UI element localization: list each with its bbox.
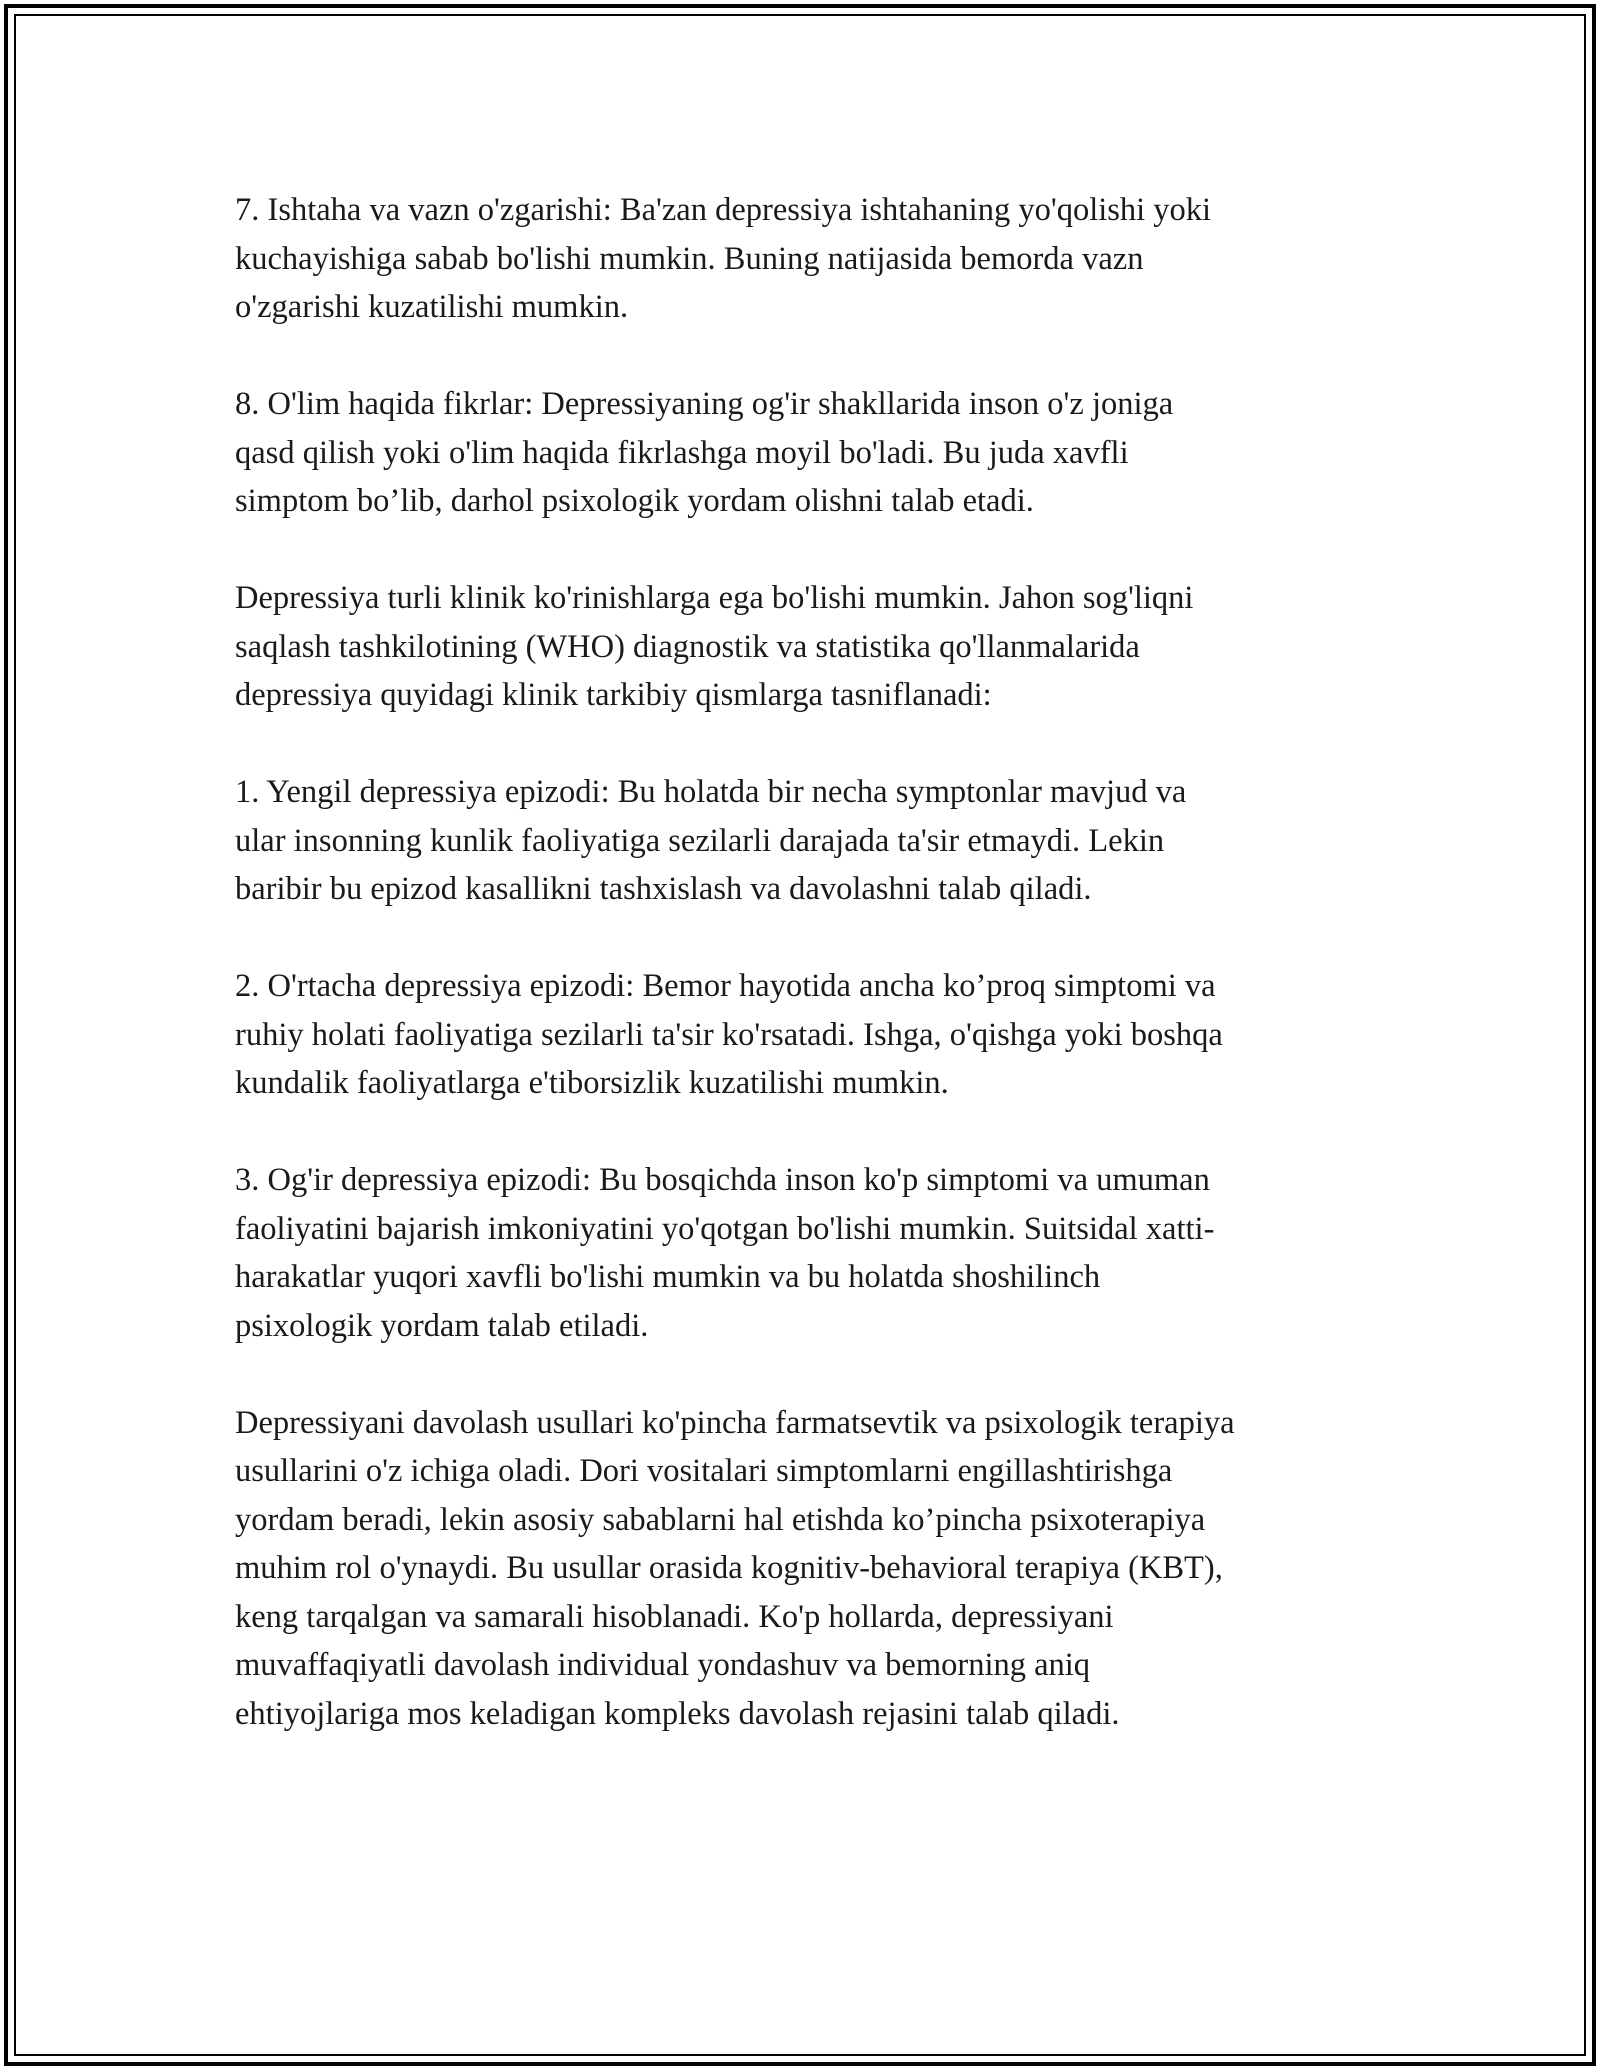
paragraph-treatment: Depressiyani davolash usullari ko'pincha farmatsevtik va psixologik terapiya usullarini o'z ichiga oladi. Dori vositalari simptomlarni engillashtirishga yordam beradi, lekin asosiy sabablarni hal etishda ko’pincha psixoterapiya muhim rol o'ynaydi. Bu usullar orasida kognitiv-behavioral terapiya (KBT), keng tarqalgan va samarali hisoblanadi. Ko'p hollarda, depressiyani muvaffaqiyatli davolash individual yondashuv va bemorning aniq ehtiyojlariga mos keladigan kompleks davolash rejasini talab qiladi. [235, 1404, 1235, 1732]
paragraph-mild-episode: 1. Yengil depressiya epizodi: Bu holatda bir necha symptonlar mavjud va ular insonning kunlik faoliyatiga sezilarli darajada ta'sir etmaydi. Lekin baribir bu epizod kasallikni tashxislash va davolashni talab qiladi. [235, 774, 1187, 907]
document-body [235, 186, 1375, 1787]
paragraph-thoughts-of-death: 8. O'lim haqida fikrlar: Depressiyaning og'ir shakllarida inson o'z joniga qasd qilish yoki o'lim haqida fikrlashga moyil bo'ladi. Bu juda xavfli simptom bo’lib, darhol psixologik yordam olishni talab etadi. [235, 386, 1174, 519]
paragraph-clinical-forms: Depressiya turli klinik ko'rinishlarga ega bo'lishi mumkin. Jahon sog'liqni saqlash tashkilotining (WHO) diagnostik va statistika qo'llanmalarida depressiya quyidagi klinik tarkibiy qismlarga tasniflanadi: [235, 580, 1194, 713]
paragraph-moderate-episode: 2. O'rtacha depressiya epizodi: Bemor hayotida ancha ko’proq simptomi va ruhiy holati faoliyatiga sezilarli ta'sir ko'rsatadi. Ishga, o'qishga yoki boshqa kundalik faoliyatlarga e'tiborsizlik kuzatilishi mumkin. [235, 968, 1223, 1101]
paragraph-severe-episode: 3. Og'ir depressiya epizodi: Bu bosqichda inson ko'p simptomi va umuman faoliyatini bajarish imkoniyatini yo'qotgan bo'lishi mumkin. Suitsidal xatti- harakatlar yuqori xavfli bo'lishi mumkin va bu holatda shoshilinch psixologik yordam talab etiladi. [235, 1162, 1215, 1344]
paragraph-appetite-weight: 7. Ishtaha va vazn o'zgarishi: Ba'zan depressiya ishtahaning yo'qolishi yoki kuchayishiga sabab bo'lishi mumkin. Buning natijasida bemorda vazn o'zgarishi kuzatilishi mumkin. [235, 192, 1212, 325]
